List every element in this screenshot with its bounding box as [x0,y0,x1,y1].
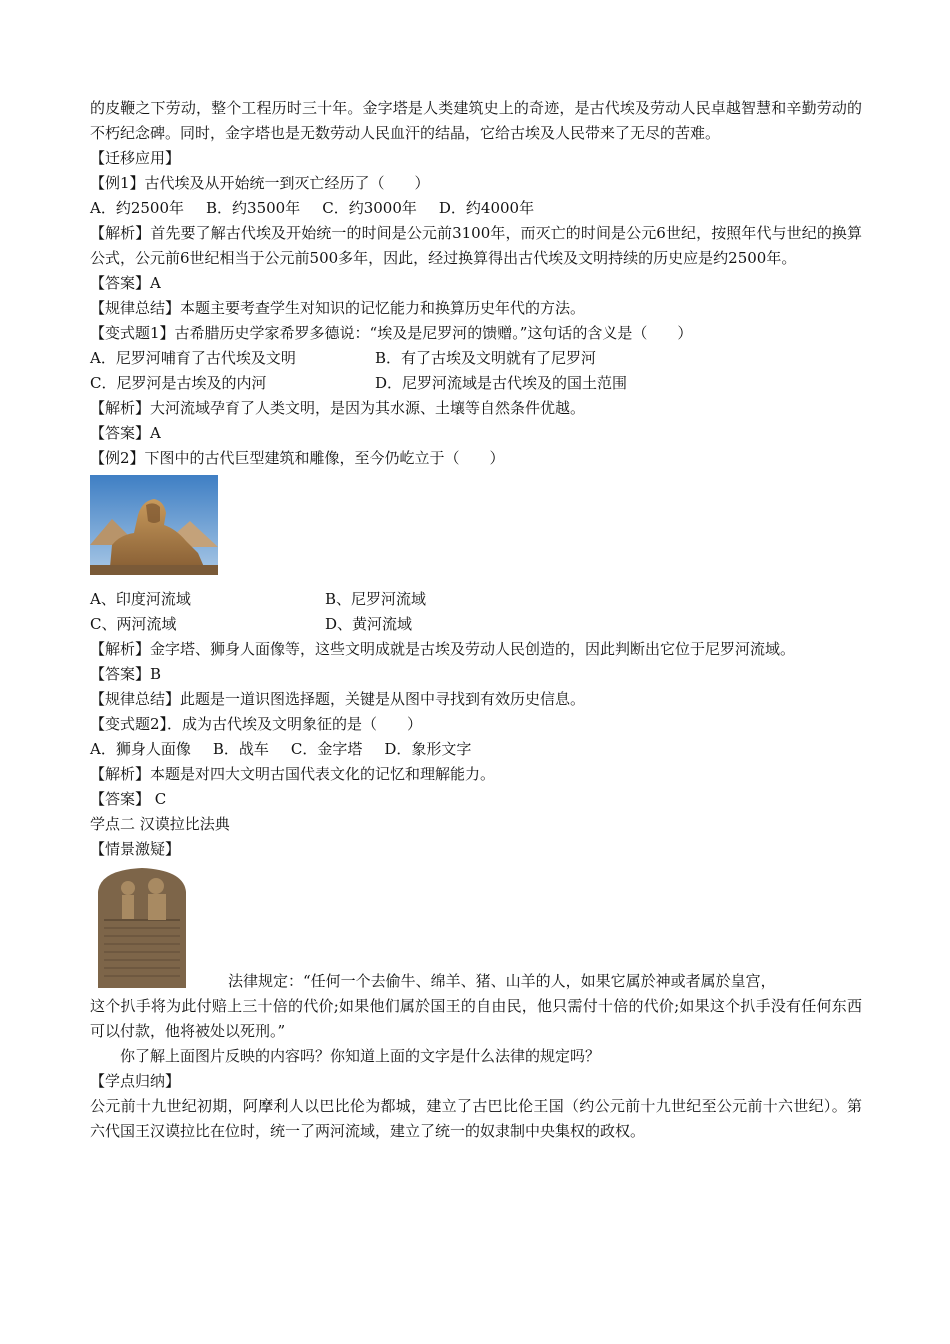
example1-options [90,196,862,221]
law-figure-block [90,866,862,994]
example2-question: 【例2】下图中的古代巨型建筑和雕像，至今仍屹立于（ ） [90,449,505,467]
example1-question: 【例1】古代埃及从开始统一到灭亡经历了（ ） [90,174,430,192]
variant1-answer: 【答案】A [90,424,161,442]
variant1-options-row1 [90,346,862,371]
law-text-continued: 这个扒手将为此付赔上三十倍的代价;如果他们属於国王的自由民，他只需付十倍的代价;如果这个扒手没有任何东西可以付款，他将被处以死刑。” [90,997,862,1040]
example1-summary: 【规律总结】本题主要考查学生对知识的记忆能力和换算历史年代的方法。 [90,299,586,317]
example2-options-row1 [90,587,862,612]
example2-summary: 【规律总结】此题是一道识图选择题，关键是从图中寻找到有效历史信息。 [90,690,586,708]
variant1-option-c: C．尼罗河是古埃及的内河 [90,374,267,392]
example2-analysis: 【解析】金字塔、狮身人面像等，这些文明成就是古埃及劳动人民创造的，因此判断出它位于尼罗河流域。 [90,640,796,658]
variant1-question: 【变式题1】古希腊历史学家希罗多德说：“埃及是尼罗河的馈赠。”这句话的含义是（ ） [90,324,693,342]
variant2-option-b: B．战车 [212,740,269,758]
example1-option-d: D．约4000年 [438,199,535,217]
example1-analysis: 【解析】首先要了解古代埃及开始统一的时间是公元前3100年，而灭亡的时间是公元6世纪，按照年代与世纪的换算公式，公元前6世纪相当于公元前500多年，因此，经过换算得出古代埃及文明持续的历史应是约2500年。 [90,224,862,267]
point2-title: 学点二 汉谟拉比法典 [90,815,230,833]
variant2-option-a: A．狮身人面像 [90,740,191,758]
example2-option-d: D、黄河流域 [325,615,413,633]
point2-scene-heading: 【情景激疑】 [90,840,181,858]
law-text-first-line: 法律规定：“任何一个去偷牛、绵羊、猪、山羊的人，如果它属於神或者属於皇宫， [228,972,776,990]
variant2-option-d: D．象形文字 [384,740,472,758]
variant1-option-a: A．尼罗河哺育了古代埃及文明 [90,349,296,367]
example1-answer: 【答案】A [90,274,161,292]
intro-paragraph: 的皮鞭之下劳动，整个工程历时三十年。金字塔是人类建筑史上的奇迹，是古代埃及劳动人民卓越智慧和辛勤劳动的不朽纪念碑。同时，金字塔也是无数劳动人民血汗的结晶，它给古埃及人民带来了无尽的苦难。 [90,99,862,142]
variant1-option-b: B．有了古埃及文明就有了尼罗河 [375,349,597,367]
example1-option-a: A．约2500年 [90,199,185,217]
variant1-option-d: D．尼罗河流域是古代埃及的国土范围 [375,374,628,392]
sphinx-pyramid-image [90,475,218,575]
variant2-options [90,737,862,762]
variant1-analysis: 【解析】大河流域孕育了人类文明，是因为其水源、土壤等自然条件优越。 [90,399,586,417]
example2-option-a: A、印度河流域 [90,590,191,608]
example2-options-row2 [90,612,862,637]
point2-summary-heading: 【学点归纳】 [90,1072,181,1090]
section-apply-heading: 【迁移应用】 [90,149,181,167]
document-page [90,96,862,1144]
example1-option-c: C．约3000年 [322,199,417,217]
variant2-analysis: 【解析】本题是对四大文明古国代表文化的记忆和理解能力。 [90,765,496,783]
variant1-options-row2 [90,371,862,396]
variant2-option-c: C．金字塔 [290,740,363,758]
example2-answer: 【答案】B [90,665,162,683]
example1-option-b: B．约3500年 [206,199,301,217]
example2-option-c: C、两河流域 [90,615,177,633]
point2-question: 你了解上面图片反映的内容吗？你知道上面的文字是什么法律的规定吗？ [120,1047,601,1065]
variant2-question: 【变式题2】．成为古代埃及文明象征的是（ ） [90,715,423,733]
hammurabi-stele-image [90,866,194,988]
point2-summary-text: 公元前十九世纪初期，阿摩利人以巴比伦为都城，建立了古巴比伦王国（约公元前十九世纪至公元前十六世纪）。第六代国王汉谟拉比在位时，统一了两河流域，建立了统一的奴隶制中央集权的政权。 [90,1097,862,1140]
variant2-answer: 【答案】 C [90,790,167,808]
example2-option-b: B、尼罗河流域 [325,590,427,608]
